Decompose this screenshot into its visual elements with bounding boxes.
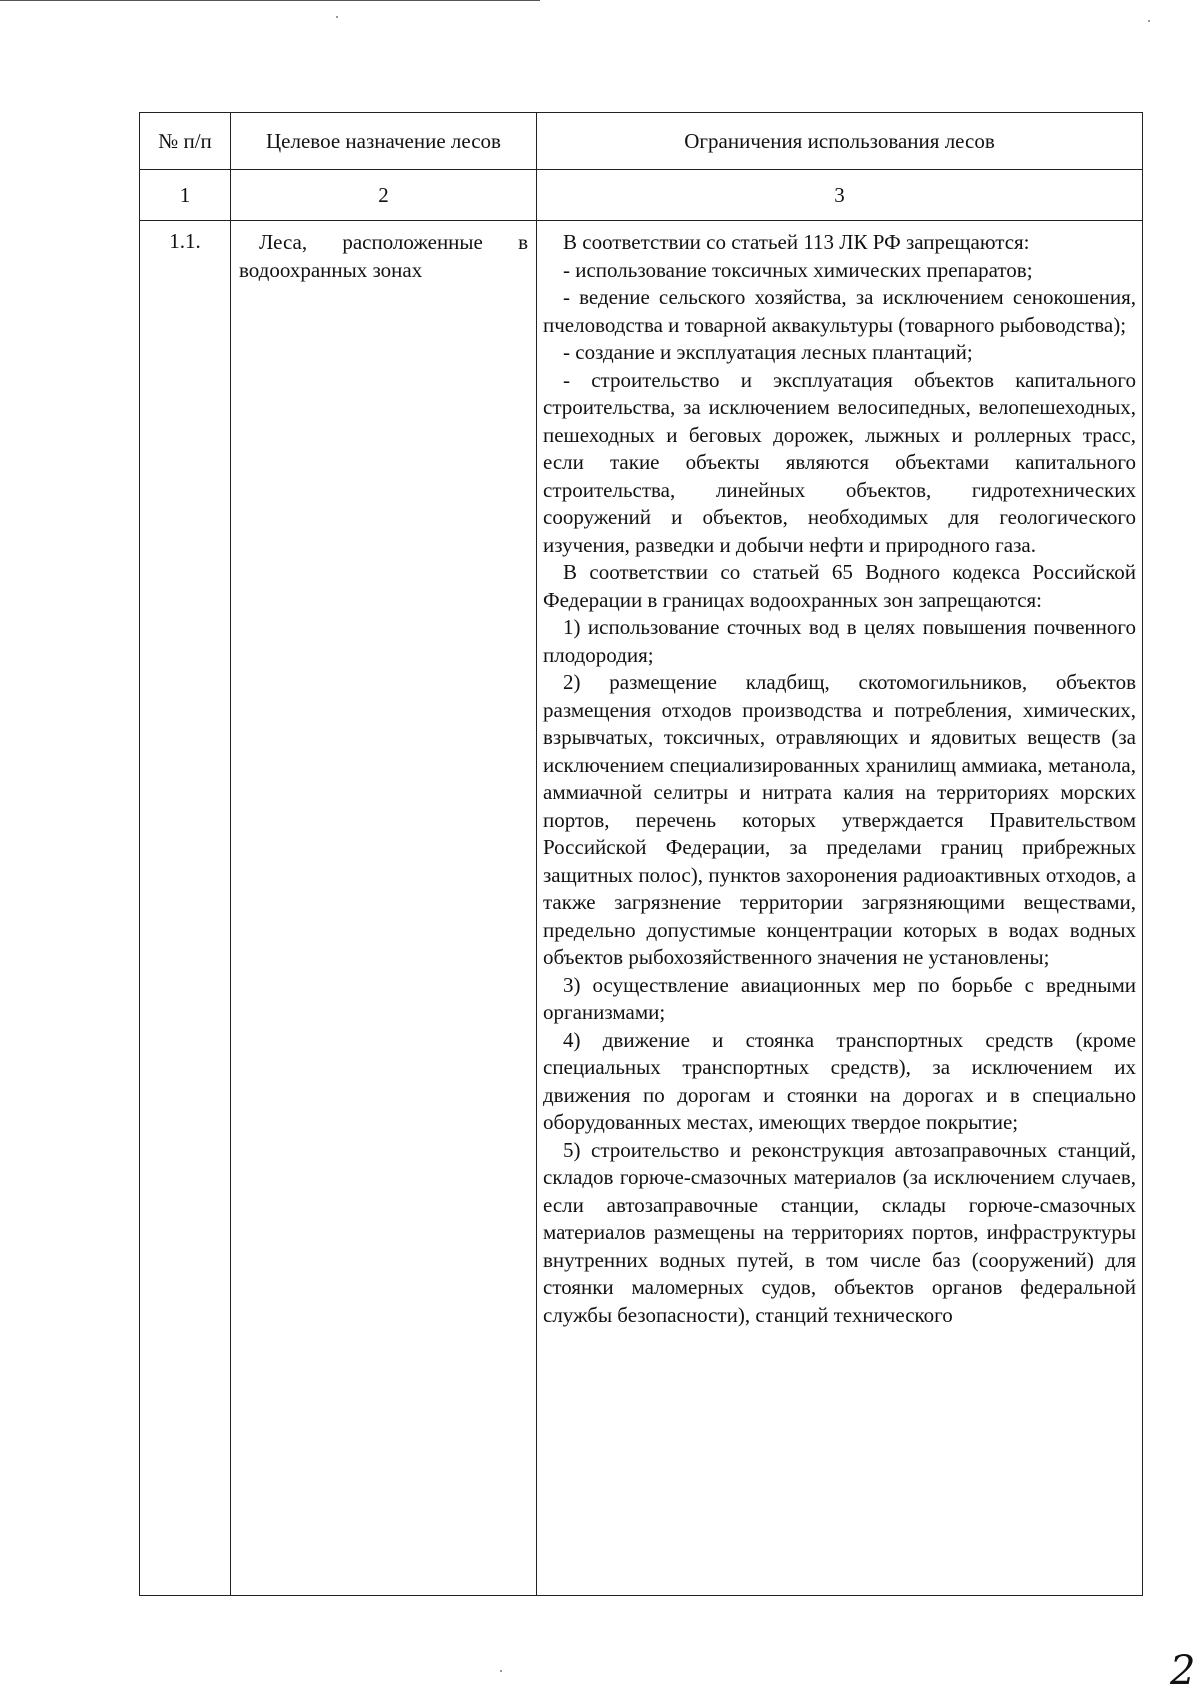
scan-top-line [0,0,540,1]
restriction-paragraph: В соответствии со статьей 65 Водного кодекса Российской Федерации в границах водоохранных зон запрещаются: [543,560,1136,612]
restriction-paragraph: 2) размещение кладбищ, скотомогильников, объектов размещения отходов производства и потребления, химических, взрывчатых, токсичных, отравляющих и ядовитых веществ (за исключением специализированных хранилищ аммиака, метанола, аммиачной селитры и нитрата калия на территориях морских портов, перечень которых утверждается Правительством Российской Федерации, за пределами границ прибрежных защитных полос), пунктов захоронения радиоактивных отходов, а также загрязнение территории загрязняющими веществами, предельно допустимые концентрации которых в водах водных объектов рыбохозяйственного значения не установлены; [543,670,1136,969]
scan-speck [336,16,338,18]
header-purpose: Целевое назначение лесов [231,113,537,170]
header-restrictions: Ограничения использования лесов [537,113,1143,170]
column-number-3: 3 [537,170,1143,221]
table-row [140,221,1143,1596]
scan-speck [500,1670,502,1672]
purpose-text: Леса, расположенные в водоохранных зонах [239,230,528,282]
column-number-2: 2 [231,170,537,221]
restriction-paragraph: - ведение сельского хозяйства, за исключением сенокошения, пчеловодства и товарной аквакультуры (товарного рыбоводства); [543,285,1136,337]
column-number-row [140,170,1143,221]
restriction-paragraph: - строительство и эксплуатация объектов капитального строительства, за исключением велосипедных, велопешеходных, пешеходных и беговых дорожек, лыжных и роллерных трасс, если такие объекты являются объектами капитального строительства, линейных объектов, гидротехнических сооружений и объектов, необходимых для геологического изучения, разведки и добычи нефти и природного газа. [543,367,1136,557]
restriction-paragraph: 3) осуществление авиационных мер по борьбе с вредными организмами; [543,972,1136,1024]
column-number-1: 1 [140,170,231,221]
row-restrictions [537,221,1143,1596]
header-number: № п/п [140,113,231,170]
restrictions-table [139,112,1143,1596]
restriction-paragraph: В соответствии со статьей 113 ЛК РФ запрещаются: [563,230,1030,254]
restriction-paragraph: - использование токсичных химических препаратов; [563,257,1033,282]
restriction-paragraph: 4) движение и стоянка транспортных средств (кроме специальных транспортных средств), за исключением их движения по дорогам и стоянки на дорогах и в специально оборудованных местах, имеющих твердое покрытие; [543,1027,1136,1134]
row-purpose [231,221,537,1596]
restriction-paragraph: 5) строительство и реконструкция автозаправочных станций, складов горюче-смазочных материалов (за исключением случаев, если автозаправочные станции, склады горюче-смазочных материалов размещены на территориях портов, инфраструктуры внутренних водных путей, в том числе баз (сооружений) для стоянки маломерных судов, объектов органов федеральной службы безопасности), станций технического [543,1137,1136,1327]
table-header-row [140,113,1143,170]
restriction-paragraph: - создание и эксплуатация лесных плантаций; [563,340,973,364]
page-number: 2 [1170,1648,1196,1694]
row-number: 1.1. [140,221,231,1596]
restriction-paragraph: 1) использование сточных вод в целях повышения почвенного плодородия; [543,615,1136,667]
scan-speck [1148,20,1150,22]
